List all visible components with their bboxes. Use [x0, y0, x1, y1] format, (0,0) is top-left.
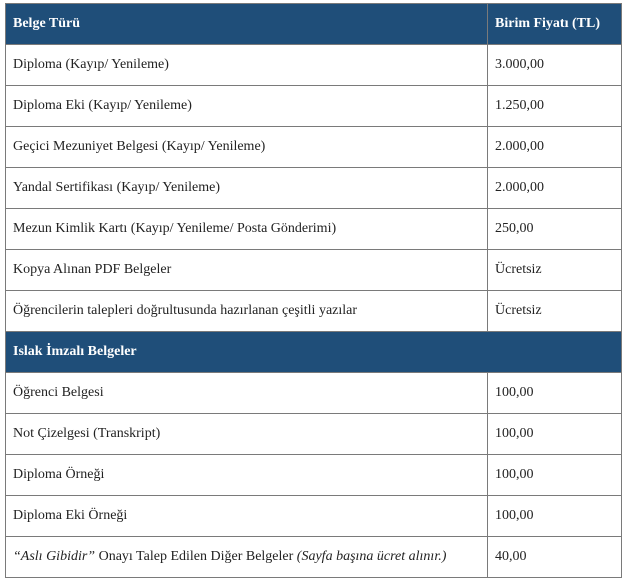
document-name: Diploma (Kayıp/ Yenileme) [6, 45, 488, 86]
unit-price: 2.000,00 [488, 127, 622, 168]
unit-price: 2.000,00 [488, 168, 622, 209]
column-header-document-type: Belge Türü [6, 4, 488, 45]
table-row [6, 291, 622, 332]
unit-price: 40,00 [488, 537, 622, 578]
table-row [6, 86, 622, 127]
column-header-unit-price: Birim Fiyatı (TL) [488, 4, 622, 45]
document-name: Öğrenci Belgesi [6, 373, 488, 414]
unit-price: Ücretsiz [488, 291, 622, 332]
document-name [6, 537, 488, 578]
section-header-row [6, 332, 622, 373]
table-row [6, 373, 622, 414]
table-row [6, 455, 622, 496]
document-name: Diploma Eki Örneği [6, 496, 488, 537]
document-name: Yandal Sertifikası (Kayıp/ Yenileme) [6, 168, 488, 209]
document-name: Kopya Alınan PDF Belgeler [6, 250, 488, 291]
table-header-row [6, 4, 622, 45]
unit-price: 100,00 [488, 496, 622, 537]
unit-price: 100,00 [488, 414, 622, 455]
document-name: Diploma Örneği [6, 455, 488, 496]
section-title: Islak İmzalı Belgeler [6, 332, 622, 373]
table-row [6, 496, 622, 537]
certified-copy-text: Onayı Talep Edilen Diğer Belgeler [95, 549, 297, 564]
document-name: Geçici Mezuniyet Belgesi (Kayıp/ Yenileme) [6, 127, 488, 168]
table-row [6, 45, 622, 86]
unit-price: 100,00 [488, 455, 622, 496]
document-name: Diploma Eki (Kayıp/ Yenileme) [6, 86, 488, 127]
document-name: Not Çizelgesi (Transkript) [6, 414, 488, 455]
unit-price: 250,00 [488, 209, 622, 250]
fee-table-container [5, 3, 621, 578]
document-name: Öğrencilerin talepleri doğrultusunda hazırlanan çeşitli yazılar [6, 291, 488, 332]
unit-price: 3.000,00 [488, 45, 622, 86]
document-name: Mezun Kimlik Kartı (Kayıp/ Yenileme/ Posta Gönderimi) [6, 209, 488, 250]
table-row [6, 414, 622, 455]
table-row [6, 250, 622, 291]
table-row [6, 168, 622, 209]
table-row [6, 127, 622, 168]
table-row [6, 537, 622, 578]
certified-copy-label: “Aslı Gibidir” [13, 549, 96, 564]
table-row [6, 209, 622, 250]
unit-price: 1.250,00 [488, 86, 622, 127]
unit-price: 100,00 [488, 373, 622, 414]
per-page-note: (Sayfa başına ücret alınır.) [296, 549, 447, 564]
fee-table [5, 3, 622, 578]
unit-price: Ücretsiz [488, 250, 622, 291]
